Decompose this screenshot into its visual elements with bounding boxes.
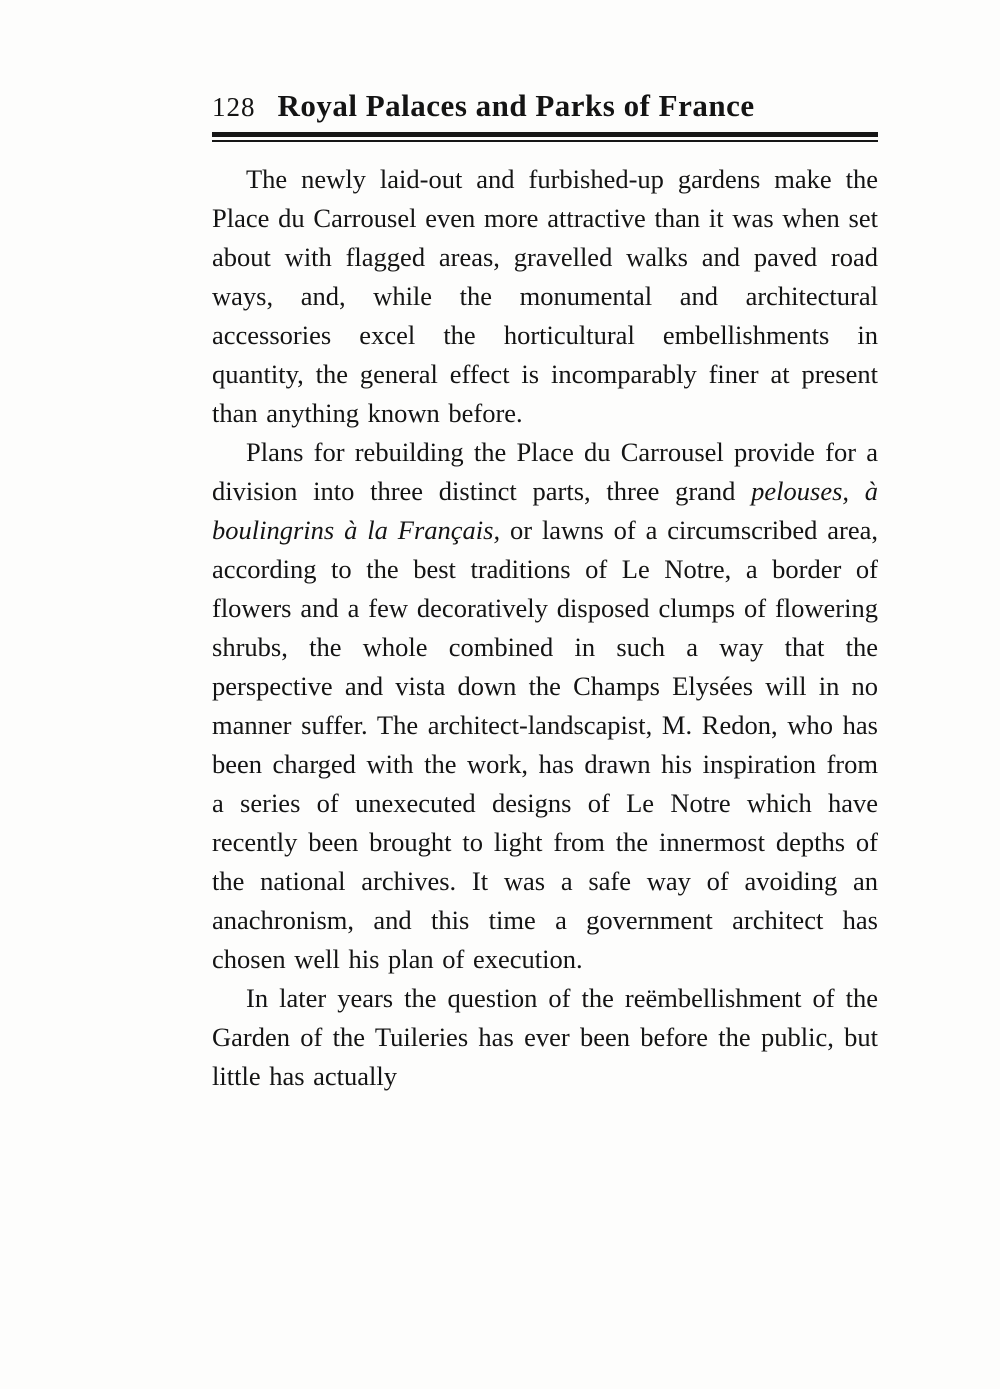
page-content — [212, 88, 878, 1096]
paragraph-2-text-start: Plans for rebuilding the Place du Carrousel provide for a division into three distinct parts, three grand — [212, 437, 878, 506]
paragraph-2 — [212, 433, 878, 979]
running-head — [212, 88, 878, 124]
header-double-rule — [212, 132, 878, 142]
page-body — [212, 160, 878, 1096]
paragraph-1: The newly laid-out and furbished-up gardens make the Place du Carrousel even more attractive than it was when set about with flagged areas, gravelled walks and paved road ways, and, while the monumental and architectural accessories excel the horticultural embellishments in quantity, the general effect is incomparably finer at present than anything known before. — [212, 164, 878, 428]
page-header — [212, 88, 878, 142]
running-title: Royal Palaces and Parks of France — [277, 88, 755, 123]
french-phrase-italic: pelouses, à boulingrins à la Français, — [212, 476, 879, 545]
paragraph-2-text-continue: or lawns of a circumscribed area, according to the best traditions of Le Notre, a border of flowers and a few decoratively disposed clumps of flowering shrubs, the whole combined in such a way that the perspective and vista down the Champs Elysées will in no manner suffer. The architect-landscapist, M. Redon, who has been charged with the work, has drawn his inspiration from a series of unexecuted designs of Le Notre which have recently been brought to light from the innermost depths of the national archives. It was a safe way of avoiding an anachronism, and this time a government architect has chosen well his plan of execution. — [212, 515, 879, 974]
paragraph-3: In later years the question of the reëmbellishment of the Garden of the Tuileries has ever been before the public, but little has actually — [212, 983, 878, 1091]
page-number: 128 — [212, 92, 256, 122]
